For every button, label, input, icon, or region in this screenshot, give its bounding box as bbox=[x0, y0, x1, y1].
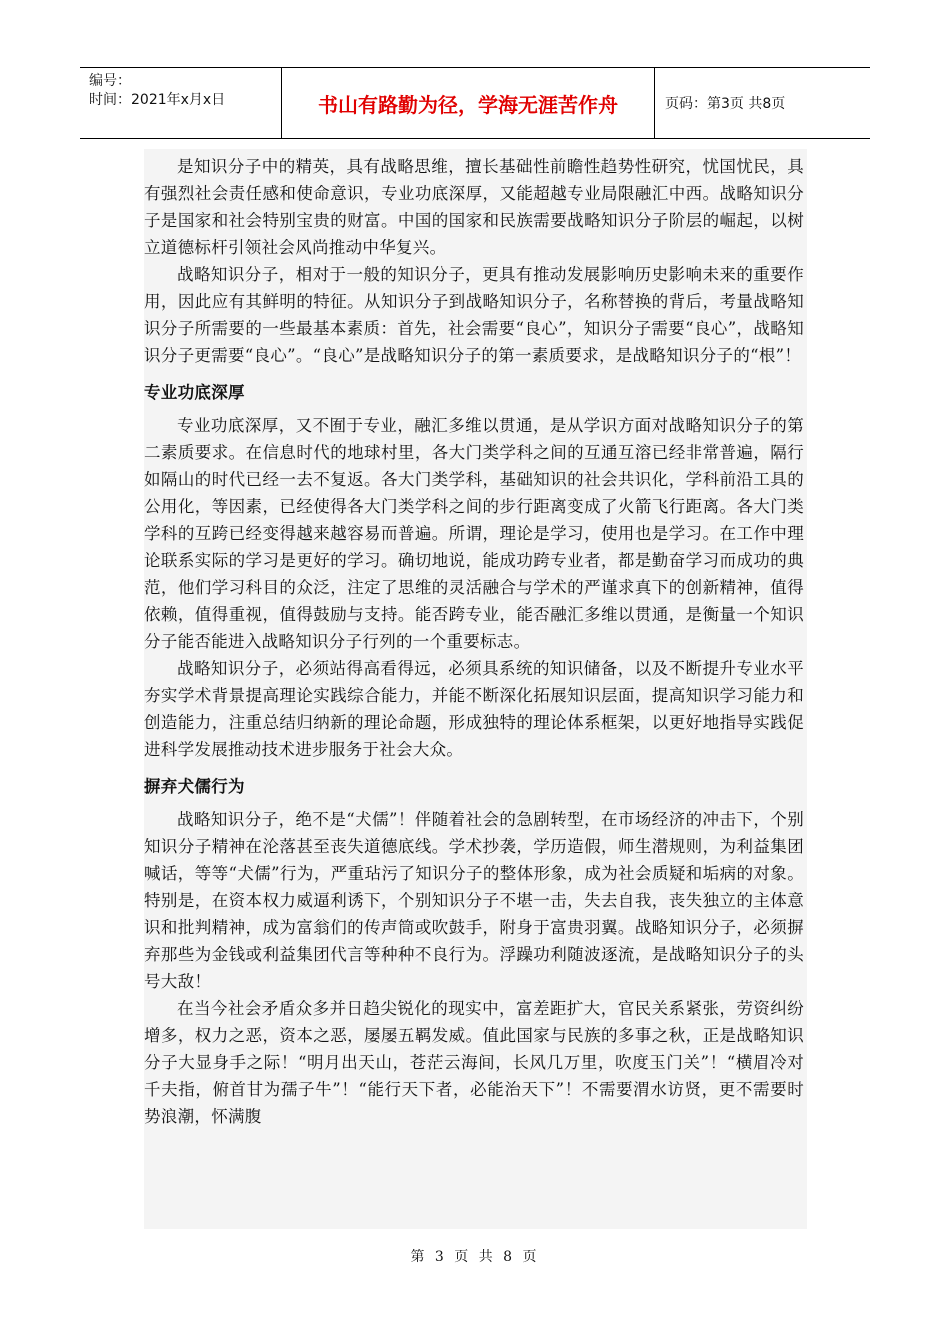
paragraph-4: 战略知识分子，必须站得高看得远，必须具系统的知识储备，以及不断提升专业水平夯实学术背景提高理论实践综合能力，并能不断深化拓展知识层面，提高知识学习能力和创造能力，注重总结归纳新的理论命题，形成独特的理论体系框架，以更好地指导实践促进科学发展推动技术进步服务于社会大众。 bbox=[144, 659, 804, 759]
paragraph-3: 专业功底深厚，又不囿于专业，融汇多维以贯通，是从学识方面对战略知识分子的第二素质要求。在信息时代的地球村里，各大门类学科之间的互通互溶已经非常普遍，隔行如隔山的时代已经一去不复返。各大门类学科，基础知识的社会共识化，学科前沿工具的公用化，等因素，已经使得各大门类学科之间的步行距离变成了火箭飞行距离。各大门类学科的互跨已经变得越来越容易而普遍。所谓，理论是学习，使用也是学习。在工作中理论联系实际的学习是更好的学习。确切地说，能成功跨专业者，都是勤奋学习而成功的典范，他们学习科目的众泛，注定了思维的灵活融合与学术的严谨求真下的创新精神，值得依赖，值得重视，值得鼓励与支持。能否跨专业，能否融汇多维以贯通，是衡量一个知识分子能否能进入战略知识分子行列的一个重要标志。 bbox=[144, 416, 804, 651]
page-header bbox=[80, 67, 870, 139]
header-page-label: 页码：第3页 共8页 bbox=[665, 96, 786, 112]
header-meta bbox=[80, 68, 282, 138]
document-body bbox=[144, 153, 804, 1130]
section-heading-expertise: 专业功底深厚 bbox=[144, 383, 245, 402]
paragraph-5: 战略知识分子，绝不是“犬儒”！伴随着社会的急剧转型，在市场经济的冲击下，个别知识分子精神在沦落甚至丧失道德底线。学术抄袭，学历造假，师生潜规则，为利益集团喊话，等等“犬儒”行为，严重玷污了知识分子的整体形象，成为社会质疑和垢病的对象。特别是，在资本权力威逼利诱下，个别知识分子不堪一击，失去自我，丧失独立的主体意识和批判精神，成为富翁们的传声筒或吹鼓手，附身于富贵羽翼。战略知识分子，必须摒弃那些为金钱或利益集团代言等种种不良行为。浮躁功利随波逐流，是战略知识分子的头号大敌！ bbox=[144, 810, 804, 991]
time-label: 时间：2021年x月x日 bbox=[89, 92, 226, 108]
page-footer: 第 3 页 共 8 页 bbox=[410, 1249, 540, 1265]
header-motto: 书山有路勤为径，学海无涯苦作舟 bbox=[282, 68, 655, 138]
paragraph-2: 战略知识分子，相对于一般的知识分子，更具有推动发展影响历史影响未来的重要作用，因此应有其鲜明的特征。从知识分子到战略知识分子，名称替换的背后，考量战略知识分子所需要的一些最基本素质：首先，社会需要“良心”，知识分子需要“良心”，战略知识分子更需要“良心”。“良心”是战略知识分子的第一素质要求，是战略知识分子的“根”！ bbox=[144, 265, 804, 365]
paragraph-6: 在当今社会矛盾众多并日趋尖锐化的现实中，富差距扩大，官民关系紧张，劳资纠纷增多，权力之恶，资本之恶，屡屡五羁发威。值此国家与民族的多事之秋，正是战略知识分子大显身手之际！“明月出天山，苍茫云海间，长风几万里，吹度玉门关”！“横眉冷对千夫指，俯首甘为孺子牛”！“能行天下者，必能治天下”！不需要渭水访贤，更不需要时势浪潮，怀满腹 bbox=[144, 999, 804, 1126]
section-heading-cynicism: 摒弃犬儒行为 bbox=[144, 777, 245, 796]
number-label: 编号： bbox=[89, 73, 131, 89]
paragraph-1: 是知识分子中的精英，具有战略思维，擅长基础性前瞻性趋势性研究，忧国忧民，具有强烈社会责任感和使命意识，专业功底深厚，又能超越专业局限融汇中西。战略知识分子是国家和社会特别宝贵的财富。中国的国家和民族需要战略知识分子阶层的崛起，以树立道德标杆引领社会风尚推动中华复兴。 bbox=[144, 157, 804, 257]
